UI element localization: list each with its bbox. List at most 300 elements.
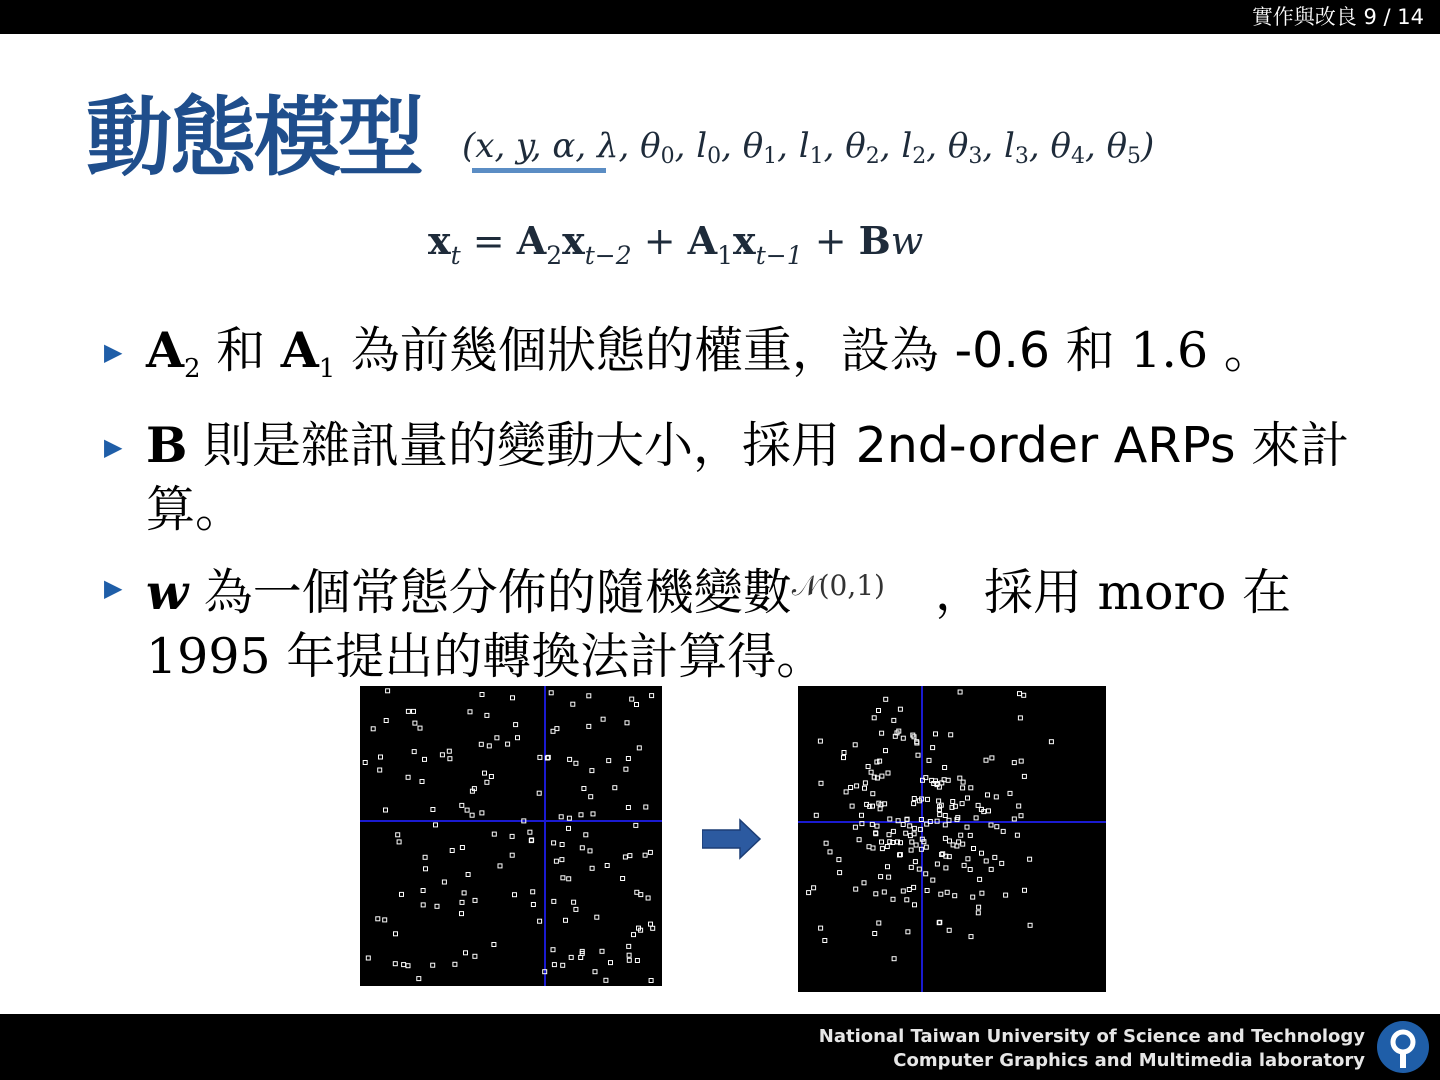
- particle: [559, 815, 563, 819]
- particle: [877, 921, 881, 925]
- symbol-b: B: [146, 416, 188, 474]
- particle: [561, 963, 565, 967]
- particle: [978, 877, 982, 881]
- particle: [567, 826, 571, 830]
- particle: [824, 841, 828, 845]
- particle: [976, 911, 980, 915]
- particle: [625, 721, 629, 725]
- bullet-text: 為前幾個狀態的權重，設為: [335, 322, 955, 379]
- particle: [850, 804, 854, 808]
- particle: [874, 892, 878, 896]
- slide-title: 動態模型: [86, 88, 422, 188]
- particle: [495, 736, 499, 740]
- particle: [386, 689, 390, 693]
- particle: [938, 813, 942, 817]
- bullet-text: 和: [200, 322, 281, 379]
- particle: [460, 900, 464, 904]
- particle: [1000, 861, 1004, 865]
- particle: [974, 816, 978, 820]
- sv-part: 3: [968, 144, 983, 169]
- particle: [935, 862, 939, 866]
- particle: [400, 892, 404, 896]
- particle: [878, 807, 882, 811]
- particle: [649, 922, 653, 926]
- particle: [884, 749, 888, 753]
- eq-x2: x: [562, 218, 585, 263]
- particle: [957, 840, 961, 844]
- particle: [887, 875, 891, 879]
- particle: [990, 756, 994, 760]
- particle: [626, 757, 630, 761]
- particle: [609, 961, 613, 965]
- particle: [837, 858, 841, 862]
- particle: [958, 776, 962, 780]
- particle: [567, 816, 571, 820]
- year: 1995: [146, 628, 271, 685]
- particle: [406, 709, 410, 713]
- particle: [537, 791, 541, 795]
- particle: [986, 793, 990, 797]
- particle: [1001, 829, 1005, 833]
- particle: [574, 761, 578, 765]
- particle: [914, 843, 918, 847]
- particle: [984, 859, 988, 863]
- state-vector-underline: [472, 168, 606, 173]
- particle: [1008, 791, 1012, 795]
- sv-part: , θ: [926, 126, 969, 166]
- particle: [366, 956, 370, 960]
- particle: [989, 867, 993, 871]
- particle: [551, 948, 555, 952]
- particle: [589, 795, 593, 799]
- particle: [561, 876, 565, 880]
- particle: [994, 795, 998, 799]
- particle: [977, 905, 981, 909]
- particle: [1012, 817, 1016, 821]
- particle: [383, 918, 387, 922]
- particle: [1028, 923, 1032, 927]
- particle: [823, 939, 827, 943]
- particle: [460, 803, 464, 807]
- particle: [492, 943, 496, 947]
- particle: [969, 935, 973, 939]
- particle: [632, 933, 636, 937]
- particle: [1028, 857, 1032, 861]
- particle: [958, 690, 962, 694]
- particle: [931, 878, 935, 882]
- particle: [912, 802, 916, 806]
- particle: [423, 855, 427, 859]
- eq-sub: 2: [546, 241, 563, 270]
- particle: [934, 732, 938, 736]
- particle: [397, 840, 401, 844]
- bullet-text: 年提出的轉換法計算得。: [270, 628, 826, 685]
- particle: [931, 746, 935, 750]
- particle: [855, 784, 859, 788]
- particle: [571, 702, 575, 706]
- particle: [384, 808, 388, 812]
- bullet-text: ，採用: [934, 564, 1098, 621]
- particle: [937, 799, 941, 803]
- particle: [376, 917, 380, 921]
- particle: [412, 709, 416, 713]
- particle: [588, 849, 592, 853]
- particle: [567, 877, 571, 881]
- particle: [560, 858, 564, 862]
- value-a2: -0.6: [954, 322, 1051, 379]
- particle: [639, 893, 643, 897]
- particle: [901, 736, 905, 740]
- particle: [814, 813, 818, 817]
- particle: [528, 830, 532, 834]
- particle: [961, 780, 965, 784]
- particle: [960, 802, 964, 806]
- particle: [867, 845, 871, 849]
- particle: [1022, 774, 1026, 778]
- particle: [972, 847, 976, 851]
- particle: [980, 851, 984, 855]
- particle: [909, 865, 913, 869]
- bullet-text: 則是雜訊量的變動大小，採用 2nd-order ARPs 來計算。: [146, 417, 1350, 538]
- particle: [450, 849, 454, 853]
- particle: [884, 697, 888, 701]
- particle: [649, 979, 653, 983]
- particle: [460, 912, 464, 916]
- particle: [891, 897, 895, 901]
- bullet-item: [104, 413, 1364, 542]
- particle: [885, 845, 889, 849]
- particle: [880, 840, 884, 844]
- particle: [959, 833, 963, 837]
- particle: [1017, 804, 1021, 808]
- particle: [506, 742, 510, 746]
- particle: [384, 719, 388, 723]
- particle: [901, 823, 905, 827]
- particle: [898, 707, 902, 711]
- section-label: 實作與改良 9 / 14: [1251, 5, 1424, 29]
- particle: [1019, 814, 1023, 818]
- sv-part: , θ: [823, 126, 866, 166]
- particle: [965, 825, 969, 829]
- particle: [863, 781, 867, 785]
- eq-plus: +: [802, 219, 859, 263]
- sv-part: , θ: [1084, 126, 1128, 166]
- particle: [842, 751, 846, 755]
- particle: [812, 886, 816, 890]
- triangle-right-icon: ▶: [104, 433, 123, 461]
- particle: [485, 713, 489, 717]
- particle: [595, 915, 599, 919]
- eq-sub: t−1: [755, 241, 803, 270]
- arrow-right-icon: [702, 818, 762, 860]
- particle: [587, 694, 591, 698]
- sv-part: , l: [674, 126, 708, 166]
- bullet-item: [104, 554, 1364, 689]
- sv-part: 0: [707, 144, 722, 169]
- particle: [531, 903, 535, 907]
- particle: [873, 932, 877, 936]
- particle: [424, 867, 428, 871]
- particle: [462, 891, 466, 895]
- particle: [943, 766, 947, 770]
- state-vector-open: (x, y, α, λ, θ: [462, 126, 661, 166]
- particle: [886, 771, 890, 775]
- eq-plus: +: [631, 219, 688, 263]
- particle: [489, 775, 493, 779]
- particle: [939, 892, 943, 896]
- particle: [371, 727, 375, 731]
- particle: [644, 805, 648, 809]
- sv-part: 3: [1014, 144, 1029, 169]
- particle: [434, 823, 438, 827]
- particle: [413, 721, 417, 725]
- particle: [949, 733, 953, 737]
- particle: [412, 750, 416, 754]
- particle: [863, 786, 867, 790]
- particle: [980, 891, 984, 895]
- particle: [552, 963, 556, 967]
- particle: [626, 806, 630, 810]
- particle: [514, 723, 518, 727]
- particle: [531, 890, 535, 894]
- particle: [431, 963, 435, 967]
- triangle-right-icon: ▶: [104, 574, 123, 602]
- particle: [513, 893, 517, 897]
- particle: [648, 850, 652, 854]
- particle: [971, 895, 975, 899]
- particle: [947, 928, 951, 932]
- particle: [627, 958, 631, 962]
- particle: [421, 889, 425, 893]
- particle: [473, 898, 477, 902]
- particle: [857, 838, 861, 842]
- motion-equation: [428, 216, 923, 281]
- bullet-text: 為一個常態分佈的隨機變數: [188, 564, 792, 621]
- particle: [842, 756, 846, 760]
- footer-university: National Taiwan University of Science and Technology: [818, 1026, 1365, 1047]
- particle: [912, 826, 916, 830]
- sv-part: , θ: [721, 126, 764, 166]
- eq-x: x: [428, 218, 451, 263]
- particle: [866, 765, 870, 769]
- particle: [886, 865, 890, 869]
- particle: [480, 693, 484, 697]
- bullet-list: [104, 318, 1364, 701]
- particle: [962, 863, 966, 867]
- particle: [961, 842, 965, 846]
- gaussian-particles-image: [798, 686, 1106, 992]
- eq-sub: t: [450, 241, 461, 270]
- particle: [926, 797, 930, 801]
- particle: [607, 759, 611, 763]
- sv-part: 1: [763, 144, 778, 169]
- eq-sub: t−2: [584, 241, 632, 270]
- eq-equals: =: [460, 219, 517, 263]
- bullet-text: 在: [1226, 564, 1292, 621]
- particle: [869, 770, 873, 774]
- particle: [912, 885, 916, 889]
- particle: [637, 746, 641, 750]
- particle: [966, 857, 970, 861]
- particle: [877, 709, 881, 713]
- particle: [968, 868, 972, 872]
- particle: [487, 744, 491, 748]
- particle: [907, 888, 911, 892]
- particle: [447, 749, 451, 753]
- normal-distribution-symbol: 𝒩(0,1): [791, 569, 885, 602]
- particle: [600, 949, 604, 953]
- particle: [917, 867, 921, 871]
- particle: [587, 724, 591, 728]
- eq-a1: A: [687, 218, 718, 263]
- particle: [516, 736, 520, 740]
- bullet-item: [104, 318, 1364, 401]
- particle: [976, 803, 980, 807]
- particle: [623, 855, 627, 859]
- particle: [635, 703, 639, 707]
- particle: [627, 953, 631, 957]
- subscript: 2: [184, 354, 201, 384]
- sv-part: , l: [879, 126, 913, 166]
- particle: [420, 780, 424, 784]
- particle: [880, 731, 884, 735]
- particle: [628, 854, 632, 858]
- particle: [635, 959, 639, 963]
- particle: [913, 860, 917, 864]
- particle: [479, 742, 483, 746]
- particle: [819, 926, 823, 930]
- particle: [993, 855, 997, 859]
- particle: [892, 957, 896, 961]
- particle: [943, 823, 947, 827]
- particle: [582, 787, 586, 791]
- symbol-a1: A: [280, 321, 319, 379]
- particle: [1012, 761, 1016, 765]
- particle: [924, 872, 928, 876]
- eq-x1: x: [733, 218, 756, 263]
- footer-bar: [0, 1014, 1440, 1080]
- particle: [819, 781, 823, 785]
- sv-part: 2: [865, 144, 880, 169]
- particle: [468, 710, 472, 714]
- particle: [538, 755, 542, 759]
- particle: [379, 755, 383, 759]
- particle: [591, 812, 595, 816]
- particle: [492, 832, 496, 836]
- particle: [627, 944, 631, 948]
- particle: [891, 829, 895, 833]
- particle: [910, 840, 914, 844]
- particle: [613, 786, 617, 790]
- eq-sub: 1: [717, 241, 734, 270]
- particle: [473, 954, 477, 958]
- particle: [879, 875, 883, 879]
- particle: [580, 846, 584, 850]
- particle: [853, 743, 857, 747]
- eq-b: B: [858, 218, 891, 263]
- footer-lab: Computer Graphics and Multimedia laboratory: [893, 1050, 1365, 1071]
- particle: [568, 757, 572, 761]
- particle: [1004, 893, 1008, 897]
- particle: [418, 726, 422, 730]
- particle: [651, 926, 655, 930]
- particle: [1019, 759, 1023, 763]
- particle: [440, 753, 444, 757]
- particle: [912, 797, 916, 801]
- particle: [1015, 833, 1019, 837]
- bullet-text: 。: [1208, 322, 1273, 379]
- particle: [569, 955, 573, 959]
- particle: [901, 889, 905, 893]
- particle: [984, 758, 988, 762]
- particle: [828, 850, 832, 854]
- particle: [807, 891, 811, 895]
- particle: [393, 962, 397, 966]
- top-bar: [0, 0, 1440, 34]
- particle: [1022, 693, 1026, 697]
- symbol-a2: A: [146, 321, 185, 379]
- particle: [905, 898, 909, 902]
- particle: [1018, 716, 1022, 720]
- particle: [466, 873, 470, 877]
- particle: [853, 825, 857, 829]
- particle: [552, 841, 556, 845]
- particle: [862, 881, 866, 885]
- particle: [944, 866, 948, 870]
- particle: [871, 846, 875, 850]
- particle: [464, 951, 468, 955]
- particle: [1018, 692, 1022, 696]
- particle: [510, 834, 514, 838]
- particle: [951, 800, 955, 804]
- particle: [396, 833, 400, 837]
- particle: [378, 768, 382, 772]
- particle: [643, 853, 647, 857]
- particle: [498, 864, 502, 868]
- particle: [969, 786, 973, 790]
- particle: [909, 848, 913, 852]
- particle: [621, 877, 625, 881]
- sv-part: 4: [1070, 144, 1085, 169]
- particle: [818, 739, 822, 743]
- particle: [946, 778, 950, 782]
- particle: [646, 896, 650, 900]
- particle: [888, 817, 892, 821]
- particle: [435, 904, 439, 908]
- particle: [1049, 740, 1053, 744]
- sv-part: , θ: [1028, 126, 1071, 166]
- particle: [916, 753, 920, 757]
- particle: [394, 932, 398, 936]
- particle: [579, 813, 583, 817]
- triangle-right-icon: ▶: [104, 338, 123, 366]
- particle: [943, 814, 947, 818]
- sv-part: 1: [809, 144, 824, 169]
- particle: [460, 846, 464, 850]
- university-logo: [1374, 1018, 1432, 1076]
- particle: [650, 694, 654, 698]
- particle: [904, 831, 908, 835]
- particle: [406, 775, 410, 779]
- sv-part: , l: [777, 126, 810, 166]
- particle: [448, 757, 452, 761]
- particle: [423, 757, 427, 761]
- particle: [511, 696, 515, 700]
- sv-part: 0: [660, 144, 675, 169]
- particle: [908, 824, 912, 828]
- sv-part: ): [1141, 126, 1155, 166]
- particle: [989, 823, 993, 827]
